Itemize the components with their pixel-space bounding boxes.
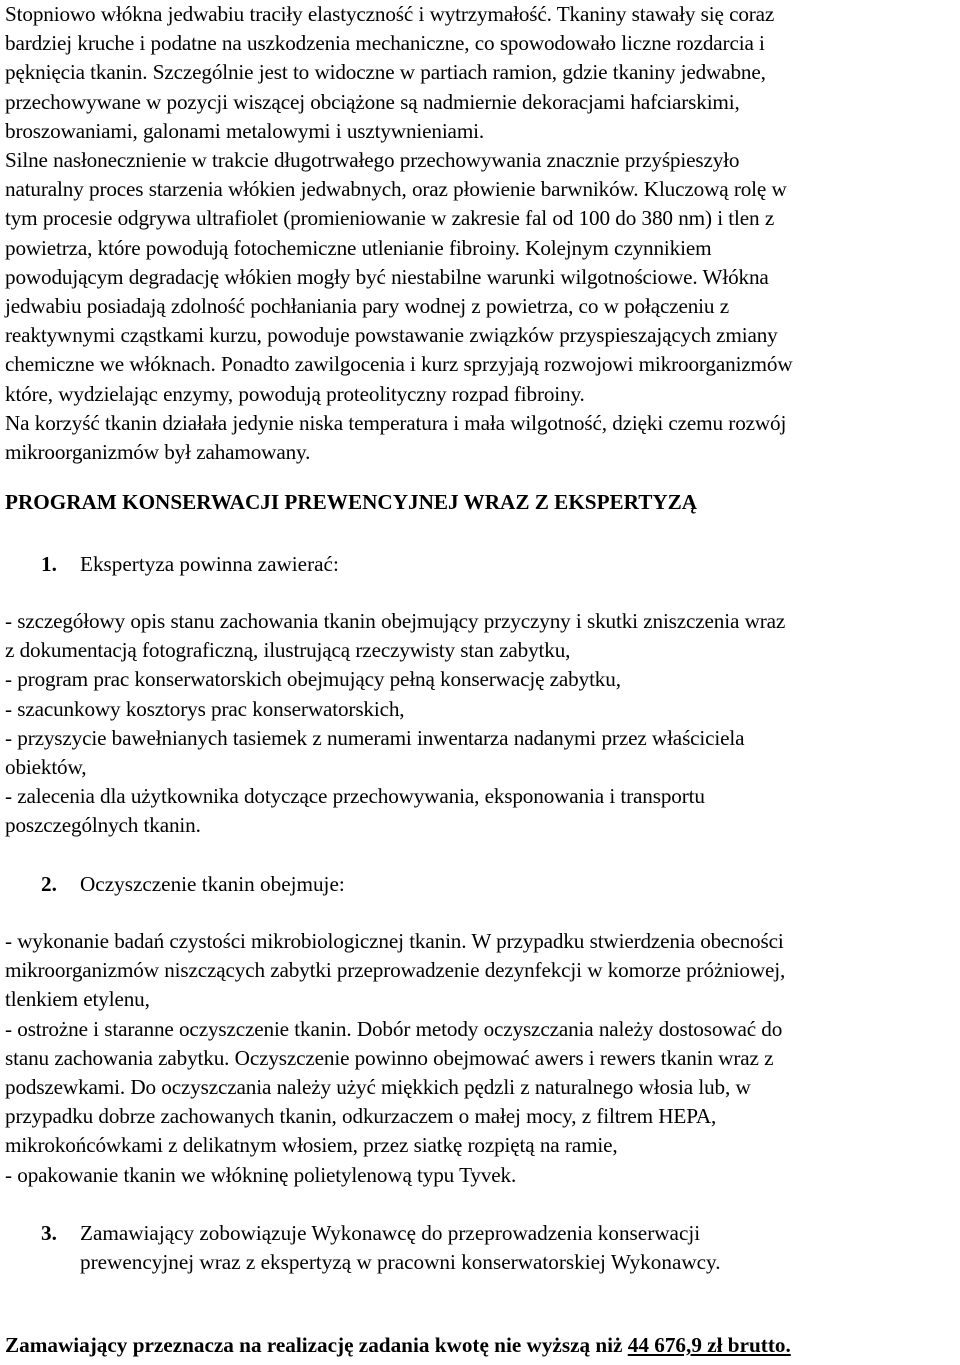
budget-text: Zamawiający przeznacza na realizację zadania kwotę nie wyższą niż bbox=[5, 1333, 628, 1357]
list-line: mikroorganizmów niszczących zabytki przeprowadzenie dezynfekcji w komorze próżniowej, bbox=[5, 958, 786, 983]
text-line: przechowywane w pozycji wiszącej obciążone są nadmiernie dekoracjami hafciarskimi, bbox=[5, 89, 740, 114]
text-line: powietrza, które powodują fotochemiczne utlenianie fibroiny. Kolejnym czynnikiem bbox=[5, 235, 712, 260]
list-line: - ostrożne i staranne oczyszczenie tkanin. Dobór metody oczyszczania należy dostosować do bbox=[5, 1016, 783, 1041]
budget-statement bbox=[5, 1331, 791, 1360]
list-line: - opakowanie tkanin we włókninę polietylenową typu Tyvek. bbox=[5, 1162, 517, 1187]
text-line: powodującym degradację włókien mogły być niestabilne warunki wilgotnościowe. Włókna bbox=[5, 264, 769, 289]
text-line: pęknięcia tkanin. Szczególnie jest to widoczne w partiach ramion, gdzie tkaniny jedwabne, bbox=[5, 60, 766, 85]
section-2-list bbox=[5, 927, 955, 1190]
list-line: - program prac konserwatorskich obejmujący pełną konserwację zabytku, bbox=[5, 667, 621, 692]
section-number: 2. bbox=[41, 872, 57, 896]
text-line: Na korzyść tkanin działała jedynie niska temperatura i mała wilgotność, dzięki czemu rozwój bbox=[5, 411, 787, 435]
list-line: - wykonanie badań czystości mikrobiologicznej tkanin. W przypadku stwierdzenia obecności bbox=[5, 929, 784, 953]
section-3 bbox=[0, 1219, 960, 1279]
text-line: broszowaniami, galonami metalowymi i usztywnieniami. bbox=[5, 118, 485, 143]
text-line: bardziej kruche i podatne na uszkodzenia mechaniczne, co spowodowało liczne rozdarcia i bbox=[5, 31, 765, 56]
section-title: Ekspertyza powinna zawierać: bbox=[80, 552, 339, 576]
list-line: stanu zachowania zabytku. Oczyszczenie powinno obejmować awers i rewers tkanin wraz z bbox=[5, 1045, 774, 1070]
list-line: - zalecenia dla użytkownika dotyczące przechowywania, eksponowania i transportu bbox=[5, 784, 705, 809]
list-line: - szczegółowy opis stanu zachowania tkanin obejmujący przyczyny i skutki zniszczenia wraz bbox=[5, 609, 786, 633]
list-line: tlenkiem etylenu, bbox=[5, 987, 150, 1012]
section-number: 3. bbox=[41, 1221, 57, 1245]
budget-amount: 44 676,9 zł brutto. bbox=[627, 1333, 791, 1357]
text-line: Silne nasłonecznienie w trakcie długotrwałego przechowywania znacznie przyśpieszyło bbox=[5, 148, 740, 172]
section-number: 1. bbox=[41, 552, 57, 576]
text-line: naturalny proces starzenia włókien jedwabnych, oraz płowienie barwników. Kluczową rolę w bbox=[5, 177, 787, 202]
text-line: Stopniowo włókna jedwabiu traciły elastyczność i wytrzymałość. Tkaniny stawały się coraz bbox=[5, 2, 775, 26]
text-line: tym procesie odgrywa ultrafiolet (promieniowanie w zakresie fal od 100 do 380 nm) i tlen z bbox=[5, 206, 775, 231]
section-3-line: Zamawiający zobowiązuje Wykonawcę do przeprowadzenia konserwacji bbox=[80, 1221, 701, 1245]
section-title: Oczyszczenie tkanin obejmuje: bbox=[80, 872, 345, 896]
section-1-title bbox=[0, 550, 960, 580]
text-line: mikroorganizmów był zahamowany. bbox=[5, 440, 311, 465]
list-line: przypadku dobrze zachowanych tkanin, odkurzaczem o małej mocy, z filtrem HEPA, bbox=[5, 1104, 717, 1129]
section-1-list bbox=[5, 607, 955, 841]
list-line: z dokumentacją fotograficzną, ilustrującą rzeczywisty stan zabytku, bbox=[5, 638, 571, 663]
section-3-line: prewencyjnej wraz z ekspertyzą w pracowni konserwatorskiej Wykonawcy. bbox=[80, 1250, 721, 1275]
paragraph-temperature bbox=[5, 409, 955, 467]
list-line: mikrokońcówkami z delikatnym włosiem, przez siatkę rozpiętą na ramie, bbox=[5, 1133, 618, 1158]
paragraph-sunlight bbox=[5, 146, 955, 409]
text-line: jedwabiu posiadają zdolność pochłaniania pary wodnej z powietrza, co w połączeniu z bbox=[5, 294, 729, 319]
section-2-title bbox=[0, 870, 960, 900]
section-heading: PROGRAM KONSERWACJI PREWENCYJNEJ WRAZ Z EKSPERTYZĄ bbox=[5, 490, 698, 514]
list-line: - przyszycie bawełnianych tasiemek z numerami inwentarza nadanymi przez właściciela bbox=[5, 725, 745, 750]
list-line: poszczególnych tkanin. bbox=[5, 813, 201, 838]
list-line: - szacunkowy kosztorys prac konserwatorskich, bbox=[5, 696, 405, 721]
text-line: które, wydzielając enzymy, powodują proteolityczny rozpad fibroiny. bbox=[5, 381, 585, 406]
paragraph-intro bbox=[5, 0, 955, 146]
text-line: reaktywnymi cząstkami kurzu, powoduje powstawanie związków przyspieszających zmiany bbox=[5, 323, 778, 348]
list-line: podszewkami. Do oczyszczania należy użyć miękkich pędzli z naturalnego włosia lub, w bbox=[5, 1075, 751, 1100]
text-line: chemiczne we włóknach. Ponadto zawilgocenia i kurz sprzyjają rozwojowi mikroorganizmów bbox=[5, 352, 793, 377]
list-line: obiektów, bbox=[5, 755, 87, 780]
